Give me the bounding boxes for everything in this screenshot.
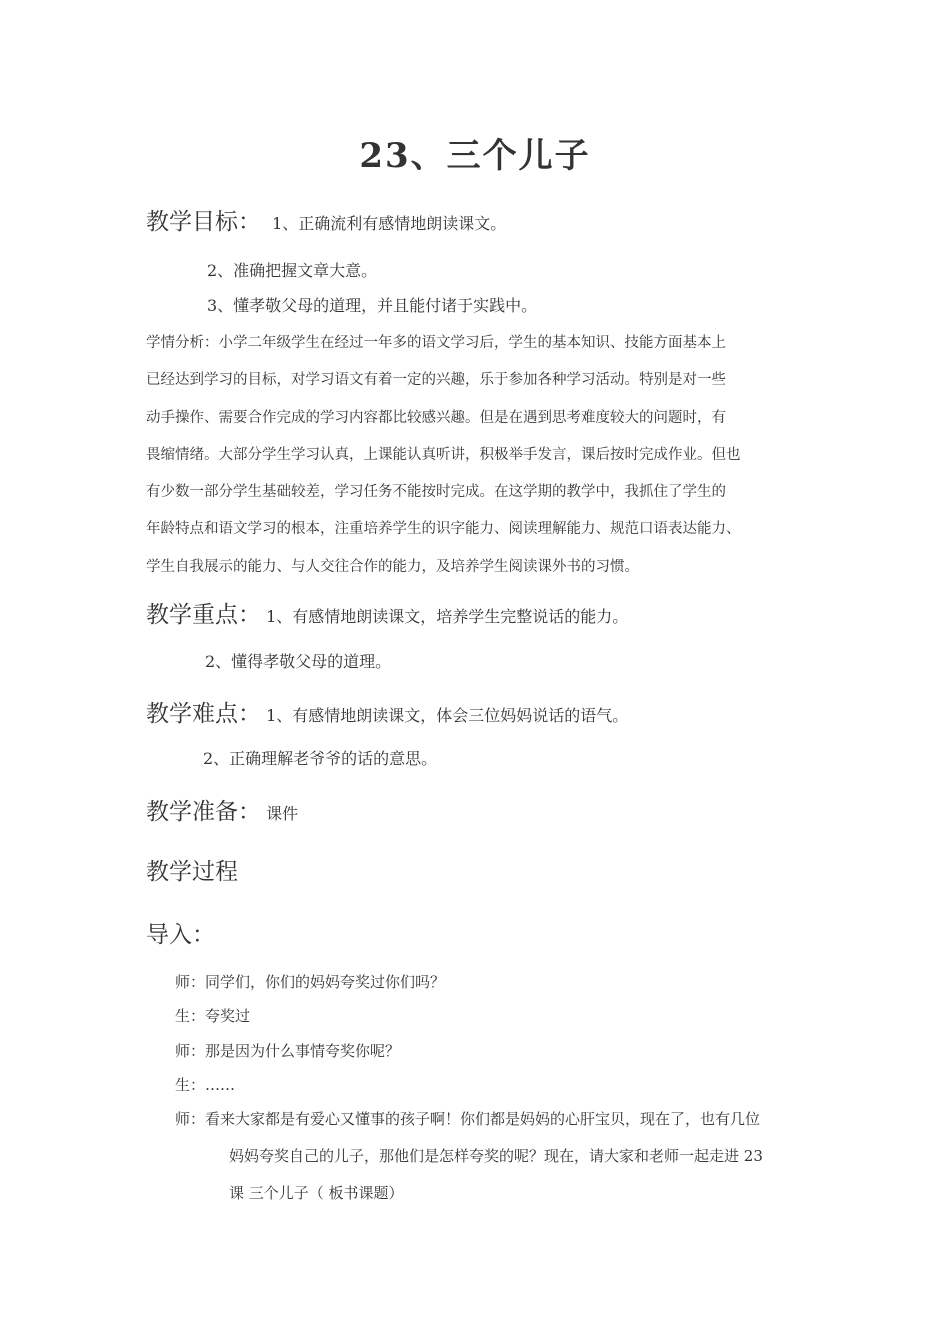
key-point-item-2: 2、懂得孝敬父母的道理。	[205, 652, 392, 671]
dialog-line: 生：……	[175, 1076, 236, 1094]
preparation-label: 教学准备：	[146, 799, 261, 825]
analysis-line: 已经达到学习的目标，对学习语文有着一定的兴趣，乐于参加各种学习活动。特别是对一些	[146, 372, 726, 389]
objective-item-1: 1、正确流利有感情地朗读课文。	[272, 214, 507, 233]
process-heading: 教学过程	[146, 859, 238, 885]
analysis-line: 畏缩情绪。大部分学生学习认真，上课能认真听讲，积极举手发言，课后按时完成作业。但也	[146, 446, 741, 463]
objectives-label: 教学目标：	[146, 209, 261, 235]
key-points-row	[146, 596, 628, 629]
difficulty-item-2: 2、正确理解老爷爷的话的意思。	[203, 749, 438, 768]
intro-heading: 导入：	[146, 922, 215, 948]
dialog-line: 师：那是因为什么事情夸奖你呢？	[175, 1042, 401, 1060]
student-analysis-paragraph	[146, 325, 810, 586]
key-points-label: 教学重点：	[146, 602, 261, 628]
dialog-line: 生：夸奖过	[175, 1007, 251, 1025]
objectives-row	[146, 203, 506, 236]
analysis-line: 有少数一部分学生基础较差，学习任务不能按时完成。在这学期的教学中，我抓住了学生的	[146, 484, 726, 501]
key-point-item-1: 1、有感情地朗读课文，培养学生完整说话的能力。	[266, 607, 629, 626]
analysis-line: 动手操作、需要合作完成的学习内容都比较感兴趣。但是在遇到思考难度较大的问题时，有	[146, 409, 726, 426]
analysis-line: 学情分析：小学二年级学生在经过一年多的语文学习后，学生的基本知识、技能方面基本上	[146, 335, 726, 351]
analysis-line: 学生自我展示的能力、与人交往合作的能力，及培养学生阅读课外书的习惯。	[146, 558, 639, 575]
analysis-line: 年龄特点和语文学习的根本，注重培养学生的识字能力、阅读理解能力、规范口语表达能力、	[146, 521, 741, 538]
closing-line: 课 三个儿子（ 板书课题）	[229, 1184, 404, 1202]
objective-item-3: 3、懂孝敬父母的道理，并且能付诸于实践中。	[207, 296, 538, 315]
closing-line: 师：看来大家都是有爱心又懂事的孩子啊！你们都是妈妈的心肝宝贝，现在了，也有几位	[175, 1110, 761, 1128]
difficulties-label: 教学难点：	[146, 701, 261, 727]
objective-item-2: 2、准确把握文章大意。	[207, 261, 378, 280]
preparation-row	[146, 793, 298, 826]
dialog-line: 师：同学们，你们的妈妈夸奖过你们吗？	[175, 973, 446, 991]
difficulty-item-1: 1、有感情地朗读课文，体会三位妈妈说话的语气。	[266, 706, 629, 725]
difficulties-row	[146, 695, 628, 728]
closing-line: 妈妈夸奖自己的儿子，那他们是怎样夸奖的呢？现在，请大家和老师一起走进 23	[229, 1147, 763, 1165]
lesson-title: 23、三个儿子	[359, 136, 591, 176]
preparation-value: 课件	[266, 804, 299, 823]
